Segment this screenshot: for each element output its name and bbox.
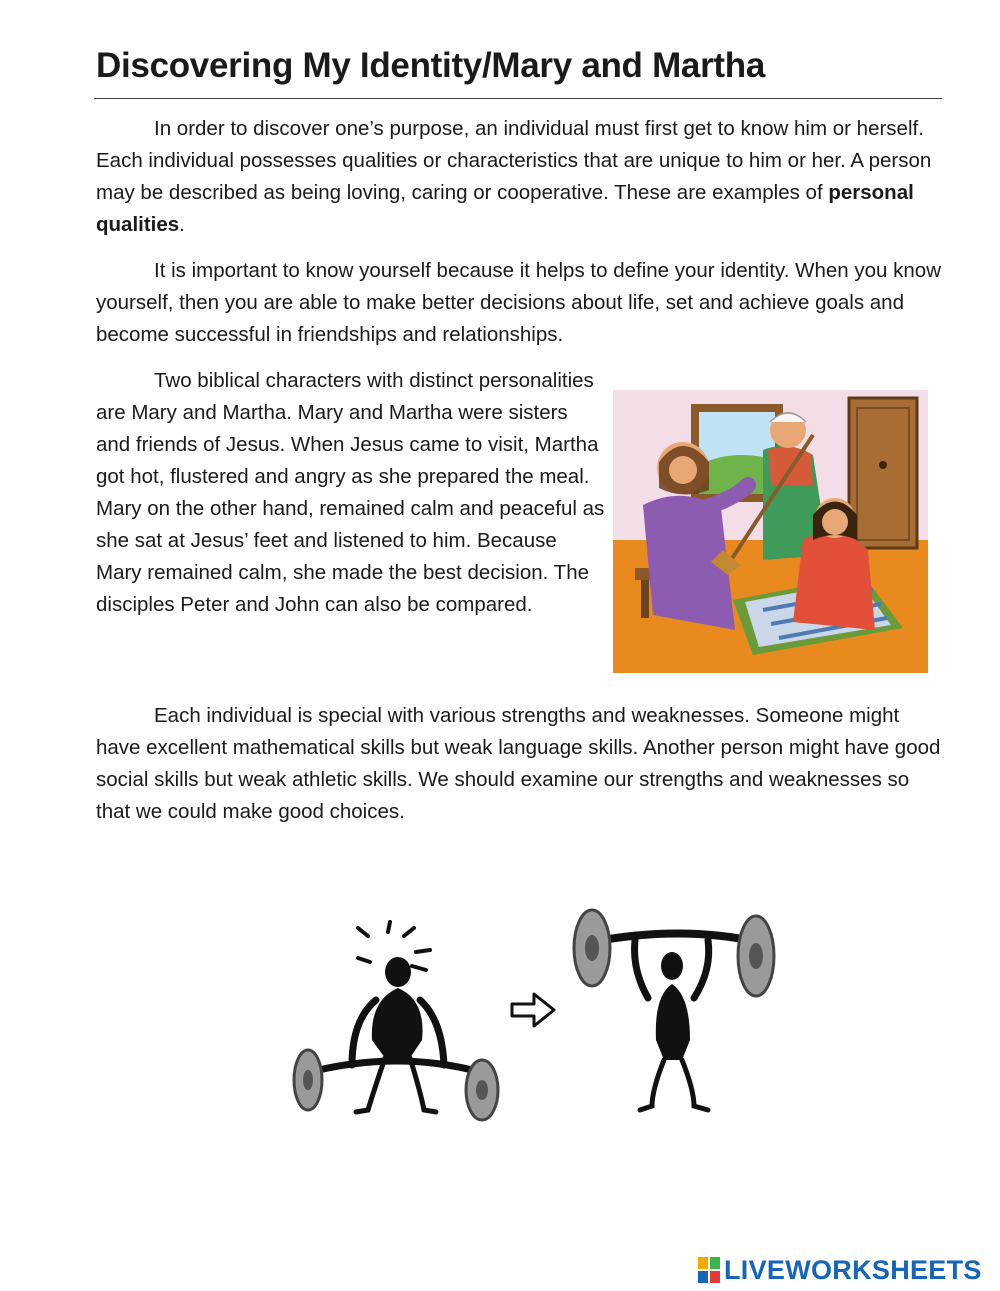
brand-name: LIVEWORKSHEETS	[724, 1254, 982, 1285]
paragraph-3-text: Two biblical characters with distinct personalities are Mary and Martha. Mary and Martha were sisters and friends of Jesus. When Jesus came to visit, Martha got hot, flustered and angry as she prepared the meal. Mary on the other hand, remained calm and peaceful as she sat at Jesus’ feet and listened to him. Because Mary remained calm, she made the best decision. The disciples Peter and John can also be compared.	[96, 369, 605, 616]
successful-lifter-icon	[574, 910, 774, 1110]
page-title: Discovering My Identity/Mary and Martha	[96, 46, 766, 85]
paragraph-mary-martha	[96, 365, 606, 621]
right-arrow-icon	[512, 994, 554, 1026]
liveworksheets-logo	[698, 1255, 982, 1285]
paragraph-4-text: Each individual is special with various strengths and weaknesses. Someone might have excellent mathematical skills but weak language skills. Another person might have good social skills but weak athletic skills. We should examine our strengths and weaknesses so that we could make good choices.	[96, 704, 941, 823]
mary-martha-illustration	[613, 390, 928, 673]
liveworksheets-mark-icon	[698, 1257, 720, 1283]
paragraph-2-text: It is important to know yourself because it helps to define your identity. When you know yourself, then you are able to make better decisions about life, set and achieve goals and become successful in friendships and relationships.	[96, 259, 941, 346]
personal-qualities-term: personal qualities	[96, 181, 914, 236]
paragraph-1-text: In order to discover one’s purpose, an individual must first get to know him or herself. Each individual possesses qualities or characteristics that are unique to him or her. A person may be described as being loving, caring or cooperative. These are examples of	[96, 117, 932, 204]
paragraph-know-yourself	[96, 255, 941, 351]
title-divider	[94, 98, 942, 99]
paragraph-personal-qualities	[96, 113, 941, 241]
paragraph-1-end: .	[179, 213, 185, 236]
weightlifter-illustration	[280, 900, 790, 1125]
paragraph-strengths-weaknesses	[96, 700, 941, 828]
struggling-lifter-icon	[294, 922, 498, 1120]
